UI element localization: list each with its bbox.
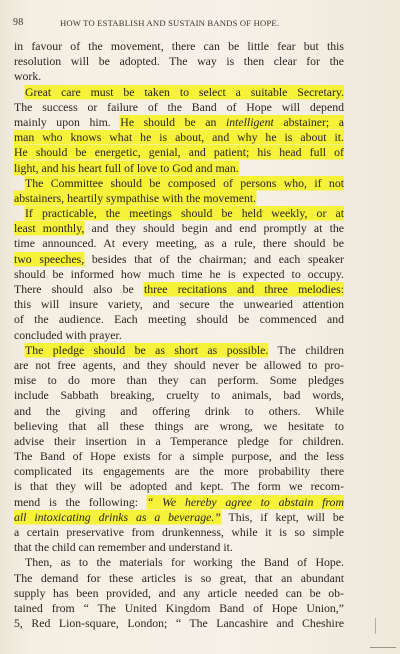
text-span: Then, as to the materials for working the Band of Hope. [25, 555, 344, 570]
text-line [14, 525, 344, 540]
page-corner-rule [370, 647, 396, 648]
text-span: This, if kept, will be [220, 509, 344, 524]
page-number: 98 [13, 17, 24, 28]
text-line [14, 176, 344, 191]
text-line [14, 206, 344, 221]
text-span: advise their insertion in a Temperance pledge for children. [14, 433, 344, 448]
text-line [14, 236, 344, 251]
text-line [14, 358, 344, 373]
text-span: is that they will be adopted and kept. The form we recom- [14, 479, 344, 494]
text-line [14, 419, 344, 434]
highlighted-text: Great care must be taken to select a suitable Secretary. [25, 84, 344, 99]
highlighted-text: two speeches, [14, 251, 85, 266]
text-line [14, 449, 344, 464]
text-span: mainly upon him. [14, 114, 121, 129]
text-span: are not free agents, and they should never be allowed to pro- [14, 357, 344, 372]
text-line [14, 479, 344, 494]
highlighted-text: If practicable, the meetings should be held weekly, or at [25, 206, 344, 221]
text-line [14, 434, 344, 449]
text-span: supply has been provided, and any article needed can be ob- [14, 585, 344, 600]
highlighted-text: The Committee should be composed of persons who, if not [25, 175, 344, 190]
text-span: tained from “ The United Kingdom Band of Hope Union,” [14, 600, 344, 615]
highlighted-text: He should be an [120, 114, 226, 129]
text-span: 5, Red Lion-square, London; “ The Lancashire and Cheshire [14, 616, 344, 631]
text-span: this will insure variety, and secure the unwearied attention [14, 297, 344, 312]
text-span: include Sabbath breaking, cruelty to animals, bad words, [14, 388, 344, 403]
text-span: besides that of the chairman; and each speaker [84, 251, 344, 266]
highlighted-text: “ We hereby agree to abstain from [146, 494, 344, 509]
text-line [14, 115, 344, 130]
text-line [14, 54, 344, 69]
text-line [14, 312, 344, 327]
text-span: mise to do more than they can perform. Some pledges [14, 373, 344, 388]
text-line [14, 586, 344, 601]
running-title: HOW TO ESTABLISH AND SUSTAIN BANDS OF HOPE. [60, 18, 280, 28]
text-line [14, 130, 344, 145]
text-line [14, 39, 344, 54]
body-text [14, 39, 344, 631]
text-line [14, 221, 344, 236]
text-span: and the giving and offering drink to others. While [14, 403, 344, 418]
highlighted-text: He should be energetic, genial, and patient; his head full of [14, 145, 344, 160]
text-span: The demand for these articles is so great, that an abundant [14, 570, 344, 585]
text-line [14, 85, 344, 100]
text-line [14, 510, 344, 525]
text-line [14, 601, 344, 616]
text-line [14, 571, 344, 586]
text-span: The success or failure of the Band of Hope will depend [14, 99, 344, 114]
text-line [14, 252, 344, 267]
highlighted-text: light, and his heart full of love to God and man. [14, 160, 239, 175]
text-span: in favour of the movement, there can be little fear but this [14, 39, 344, 53]
highlighted-text: abstainer; a [273, 114, 344, 129]
text-line [14, 464, 344, 479]
text-line [14, 100, 344, 115]
text-line [14, 145, 344, 160]
text-line [14, 328, 344, 343]
text-span: of the audience. Each meeting should be commenced and [14, 312, 344, 327]
text-span: resolution will be adopted. The way is then clear for the [14, 54, 344, 69]
text-span: a certain preservative from drunkenness, while it is so simple [14, 525, 344, 539]
text-span: and they should begin and end promptly at the [84, 221, 344, 236]
text-line [14, 495, 344, 510]
highlighted-text: three recitations and three melodies: [143, 282, 344, 296]
highlighted-text: man who knows what he is about, and why he is about it. [14, 130, 344, 145]
text-line [14, 161, 344, 176]
text-span: There should also be [14, 282, 144, 296]
text-span: complicated its engagements are the more probability there [14, 464, 344, 479]
text-line [14, 388, 344, 403]
page-header [13, 17, 354, 31]
text-span: time announced. At every meeting, as a rule, there should be [14, 236, 344, 251]
text-span: believing that all these things are wrong, we hesitate to [14, 418, 344, 433]
text-span: should be informed how much time he is expected to occupy. [14, 266, 344, 281]
text-line [14, 343, 344, 358]
highlighted-text: The pledge should be as short as possible. [25, 342, 269, 357]
text-line [14, 69, 344, 84]
text-line [14, 555, 344, 570]
text-line [14, 267, 344, 282]
highlighted-text: intelligent [225, 114, 274, 129]
text-line [14, 404, 344, 419]
text-span: concluded with prayer. [14, 327, 122, 342]
page-edge-mark [375, 618, 376, 634]
text-line [14, 297, 344, 312]
highlighted-text: least monthly, [14, 221, 85, 236]
text-span: mend is the following: [14, 494, 147, 509]
text-span: work. [14, 69, 42, 84]
highlighted-text: abstainers, heartily sympathise with the movement. [14, 190, 257, 205]
text-span: The children [268, 342, 344, 357]
text-line [14, 540, 344, 555]
highlighted-text: all intoxicating drinks as a beverage.” [14, 509, 221, 524]
text-line [14, 616, 344, 631]
text-line [14, 191, 344, 206]
text-span: that the child can remember and understand it. [14, 540, 233, 555]
text-span: The Band of Hope exists for a simple purpose, and the less [14, 449, 344, 464]
text-line [14, 282, 344, 297]
text-line [14, 373, 344, 388]
